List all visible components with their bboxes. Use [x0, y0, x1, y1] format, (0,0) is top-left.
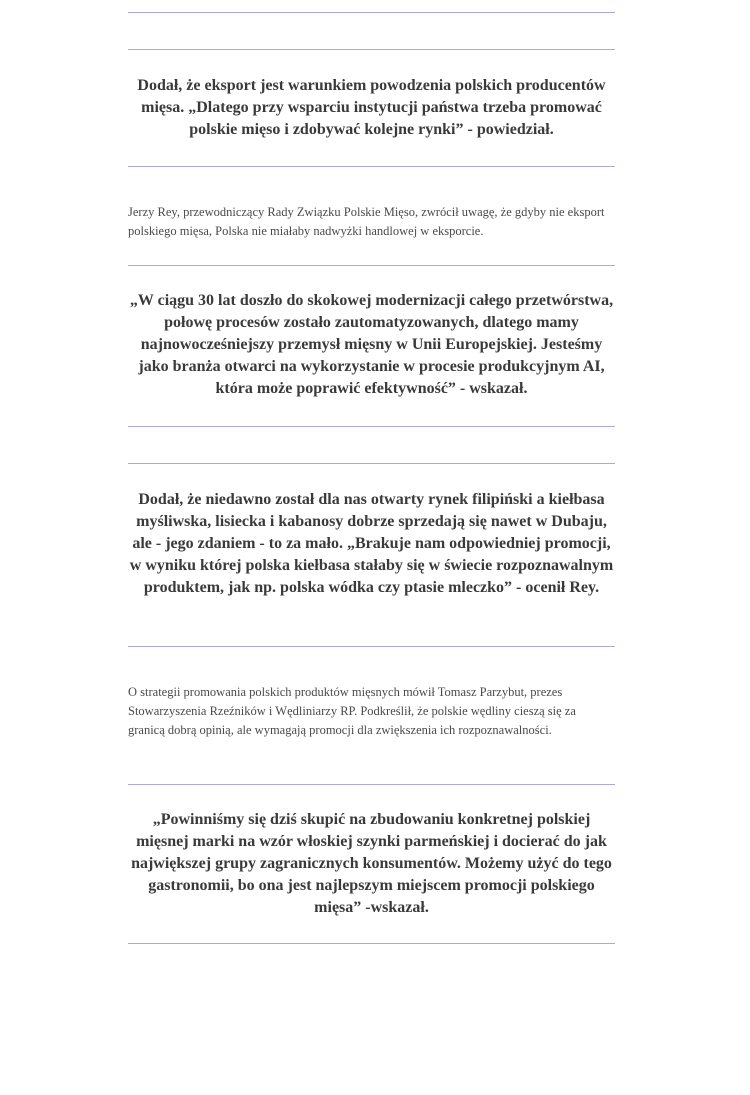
pull-quote-1: Dodał, że eksport jest warunkiem powodzenia polskich producentów mięsa. „Dlatego przy wsparciu instytucji państwa trzeba promować polskie mięso i zdobywać kolejne rynki” - powiedział.: [137, 77, 606, 138]
divider: [128, 49, 615, 50]
divider: [128, 646, 615, 647]
pull-quote-3: Dodał, że niedawno został dla nas otwarty rynek filipiński a kiełbasa myśliwska, lisiecka i kabanosy dobrze sprzedają się nawet w Dubaju, ale - jego zdaniem - to za mało. „Brakuje nam odpowiedniej promocji, w wyniku której polska kiełbasa stałaby się w świecie rozpoznawalnym produktem, jak np. polska wódka czy ptasie mleczko” - ocenił Rey.: [129, 491, 614, 596]
divider: [128, 784, 615, 785]
divider: [128, 265, 615, 266]
paragraph-1: Jerzy Rey, przewodniczący Rady Związku Polskie Mięso, zwrócił uwagę, że gdyby nie eksport polskiego mięsa, Polska nie miałaby nadwyżki handlowej w eksporcie.: [128, 205, 605, 238]
pull-quote-2: „W ciągu 30 lat doszło do skokowej modernizacji całego przetwórstwa, połowę procesów zostało zautomatyzowanych, dlatego mamy najnowocześniejszy przemysł mięsny w Unii Europejskiej. Jesteśmy jako branża otwarci na wykorzystanie w procesie produkcyjnym AI, która może poprawić efektywność” - wskazał.: [129, 292, 614, 397]
pull-quote-4: „Powinniśmy się dziś skupić na zbudowaniu konkretnej polskiej mięsnej marki na wzór włoskiej szynki parmeńskiej i docierać do jak największej grupy zagranicznych konsumentów. Możemy użyć do tego gastronomii, bo ona jest najlepszym miejscem promocji polskiego mięsa” -wskazał.: [131, 811, 612, 916]
divider: [128, 12, 615, 13]
paragraph-2: O strategii promowania polskich produktów mięsnych mówił Tomasz Parzybut, prezes Stowarzyszenia Rzeźników i Wędliniarzy RP. Podkreślił, że polskie wędliny cieszą się za granicą dobrą opinią, ale wymagają promocji dla zwiększenia ich rozpoznawalności.: [128, 685, 576, 737]
divider: [128, 943, 615, 944]
divider: [128, 166, 615, 167]
divider: [128, 463, 615, 464]
divider: [128, 426, 615, 427]
